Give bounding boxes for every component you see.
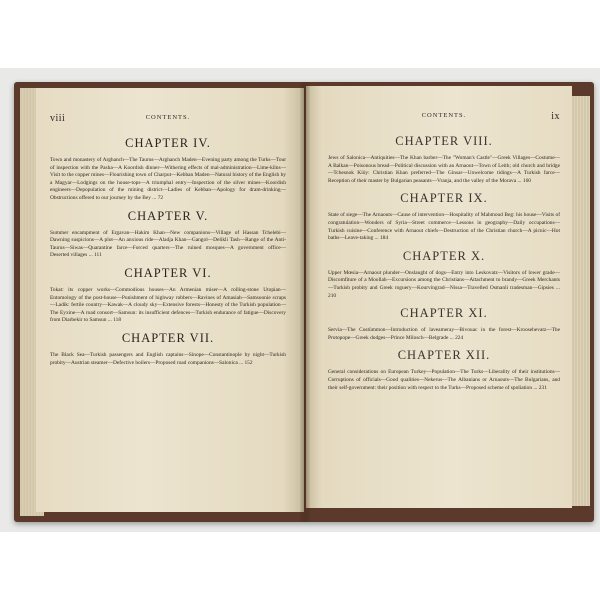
background-band-bottom xyxy=(0,532,600,600)
chapter-summary: Tokat: its copper works—Commodious houses—An Armenian miser—A rolling-stone Utopian—Entomology of the post-house—Punishment of highway robbers—Ravines of Amasiah—Samsoonie scraps—Ladik: fertile country—Kawak—A cloudy sky—Extensive forests—Honesty of the Turkish population—The Eyxine—A road consort—Samsun: its insufficient defences—Turkish endurance of fatigue—Discovery from Diarbekir to Samsun ... 118 xyxy=(50,286,286,324)
background-band-top xyxy=(0,0,600,68)
chapter-heading: CHAPTER X. xyxy=(402,248,486,263)
chapter-heading: CHAPTER IX. xyxy=(400,191,488,206)
chapter-summary: General considerations on European Turkey—Population—The Turks—Liberality of their institutions—Corruptions of officials—Good qualities—Nekerus—The Albanians or Arnaouts—The Bulgarians, and their self-government: their position with respect to the Turks—Proposed scheme of spoliation ... 231 xyxy=(328,369,560,391)
right-page-number: ix xyxy=(551,111,560,122)
left-running-head xyxy=(50,114,286,126)
left-page-content xyxy=(50,114,286,371)
chapter-summary: The Black Sea—Turkish passengers and English captains—Sinope—Constantinople by night—Turkish probity—Austrian steamer—Defective boilers—Proposed road companions—Salonica ... 152 xyxy=(50,351,286,366)
chapter-summary: Town and monastery of Arghanch—The Taurus—Arghanch Maden—Evening party among the Turks—Tour of inspection with the Pasha—A Koordish dinner—Withering effects of mal-administration—Lime-kilns—Visit to the copper mines—Flourishing town of Charput—Kebban Maden—Natural history of the English by a Magyar—Lodgings on the house-tops—A triumphal entry—Inspection of the silver mines—Koordish engineers—Depopulation of the mining district—Ladies of Kebban—Apology for dram-drinking—Obstructions offered to our journey by the Bey ... 72 xyxy=(50,157,286,201)
chapter-summary: Jews of Salonica—Antiquities—The Khan barber—The "Woman's Castle"—Greek Villages—Costume—A Balkan—Poisonous bread—Political discussion with an Arnaout—Town of Leith; old church and bridge—Tchesnok Kiöy: Christian Khan preferred—The Ginsar—Unwelcome tidings—A Turkish farce—Reception of their master by Bulgarian peasants—Vranja, and the valley of the Morava ... 160 xyxy=(328,155,560,184)
chapter-summary: Upper Mœsia—Arnaout plunder—Onslaught of dogs—Entry into Leskovatz—Visitors of lower grade—Discomfiture of a Moollah—Excursions among the Christians—Attachment to brandy—Greek Merchants—Turkish probity and Greek roguery—Kourvingrad—Nissa—Travelled Osmanli tradesman—Gipsies ... 210 xyxy=(328,269,560,299)
book-gutter xyxy=(300,82,310,522)
left-page xyxy=(36,88,304,512)
chapter-summary: Servia—The Costümmon—Introduction of laveameray—Bivouac in the forest—Kroosehevatz—The Protopope—Greek dodges—Prince Milosch—Belgrade ... 224 xyxy=(328,327,560,341)
chapter-heading: CHAPTER V. xyxy=(127,208,209,223)
right-page xyxy=(306,86,572,508)
chapter-heading: CHAPTER XI. xyxy=(400,306,488,321)
chapter-heading: CHAPTER IV. xyxy=(125,136,211,150)
chapter-summary: Summer encampment of Ergavan—Hakim Khan—New companions—Village of Hassan Tchelebi—Dawning suspicions—A plot—An anxious ride—Aladja Khan—Gangol—Delikli Tash—Range of the Anti-Taurus—Siwas—Quarantine farce—Forced quarters—The ruined mosques—A government office—Deserted villages ... 111 xyxy=(50,229,286,259)
open-book xyxy=(14,82,594,522)
chapter-heading: CHAPTER VI. xyxy=(124,265,212,280)
left-page-number: viii xyxy=(50,113,66,124)
chapter-heading: CHAPTER VIII. xyxy=(395,134,493,148)
right-page-content xyxy=(328,112,560,396)
right-running-head xyxy=(328,112,560,124)
right-running-title: CONTENTS. xyxy=(421,112,467,119)
left-running-title: CONTENTS. xyxy=(145,114,191,121)
chapter-heading: CHAPTER XII. xyxy=(397,348,491,363)
chapter-heading: CHAPTER VII. xyxy=(121,330,215,345)
chapter-summary: State of siege—The Arnaouts—Cause of intervention—Hospitality of Mahmoud Beg: his house—Visits of congratulation—Wonders of Syria—Street commerce—Lessons in geography—Daily occupations—Turkish cuisine—Conference with Arnaout chiefs—Destruction of the Christian church—A picnic—Hot baths—Leave-taking ... 184 xyxy=(328,212,560,242)
